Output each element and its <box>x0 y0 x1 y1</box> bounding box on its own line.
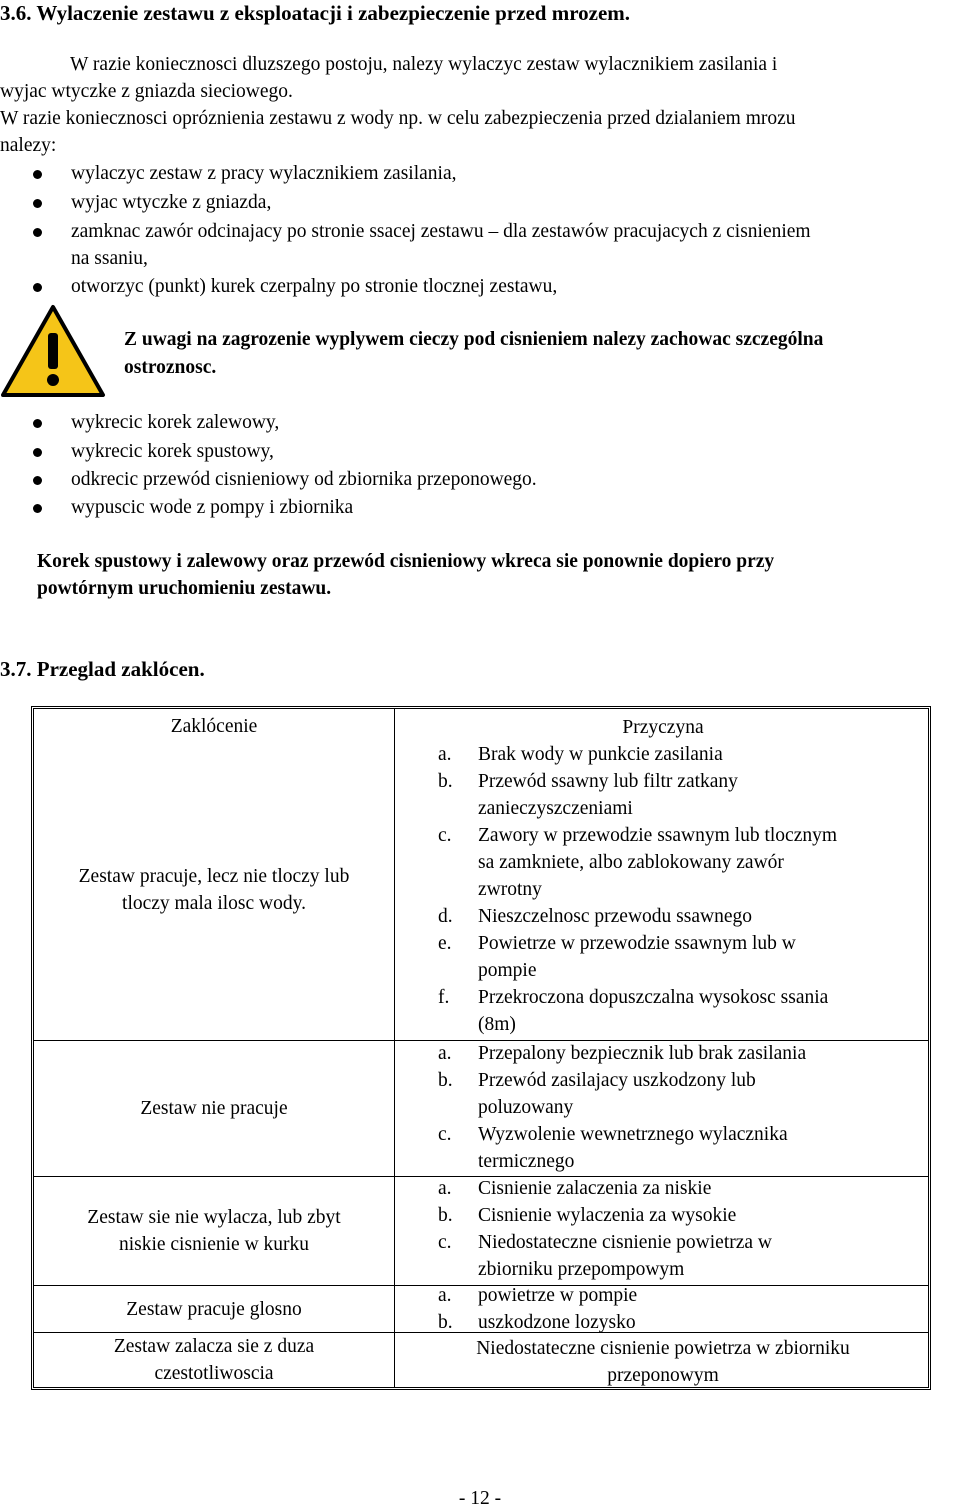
cause-text: zwrotny <box>478 879 542 900</box>
cause-text: zbiorniku przepompowym <box>478 1259 685 1280</box>
cause-cell <box>395 1335 931 1389</box>
list-item <box>28 160 960 188</box>
list-item-text: wykrecic korek spustowy, <box>71 441 274 462</box>
cause-text: przeponowym <box>607 1365 719 1386</box>
list-item <box>28 273 960 301</box>
page-number: - 12 - <box>458 1488 502 1509</box>
cause-line <box>395 1121 931 1148</box>
cause-text: Przewód ssawny lub filtr zatkany <box>478 771 738 792</box>
cause-letter: c. <box>438 825 452 846</box>
fault-cell <box>34 1333 394 1387</box>
list-item-text: otworzyc (punkt) kurek czerpalny po stronie tlocznej zestawu, <box>71 276 558 297</box>
note-text-line: powtórnym uruchomieniu zestawu. <box>37 578 332 599</box>
cause-line <box>395 822 931 849</box>
list-item-text: wypuscic wode z pompy i zbiornika <box>71 497 354 518</box>
cause-letter: f. <box>438 987 450 1008</box>
fault-cell <box>34 1041 394 1176</box>
cause-letter: a. <box>438 1285 452 1306</box>
cause-text: Przepalony bezpiecznik lub brak zasilania <box>478 1043 807 1064</box>
warning-text-line: Z uwagi na zagrozenie wyplywem cieczy pod cisnieniem nalezy zachowac szczególna <box>124 329 824 350</box>
cause-text: Brak wody w punkcie zasilania <box>478 744 723 765</box>
cause-text: pompie <box>478 960 537 981</box>
cause-line <box>395 1335 931 1362</box>
cause-line <box>395 876 931 903</box>
cause-line <box>395 1309 931 1336</box>
fault-cell <box>34 1177 394 1285</box>
bullet <box>33 170 42 179</box>
cause-line <box>395 795 931 822</box>
bullet <box>33 476 42 485</box>
cause-line <box>395 903 931 930</box>
list-item-text: odkrecic przewód cisnieniowy od zbiornika przeponowego. <box>71 469 537 490</box>
section-heading-3-7: 3.7. Przeglad zaklócen. <box>0 657 205 681</box>
cause-cell <box>395 714 931 1038</box>
section-heading-3-6: 3.6. Wylaczenie zestawu z eksploatacji i zabezpieczenie przed mrozem. <box>0 1 631 25</box>
cause-line <box>395 957 931 984</box>
bullet <box>33 228 42 237</box>
cause-line <box>395 1011 931 1038</box>
cause-text: Cisnienie zalaczenia za niskie <box>478 1178 712 1199</box>
cause-text: Niedostateczne cisnienie powietrza w zbiorniku <box>476 1338 850 1359</box>
cause-text: powietrze w pompie <box>478 1285 638 1306</box>
list-item-text: zamknac zawór odcinajacy po stronie ssacej zestawu – dla zestawów pracujacych z cisnieniem <box>71 221 811 242</box>
header-text: Przyczyna <box>622 717 704 738</box>
fault-text: tloczy mala ilosc wody. <box>122 893 306 914</box>
cause-text: Przekroczona dopuszczalna wysokosc ssania <box>478 987 829 1008</box>
paragraph-line: W razie koniecznosci opróznienia zestawu z wody np. w celu zabezpieczenia przed dzialaniem mrozu <box>0 108 796 129</box>
cause-letter: c. <box>438 1232 452 1253</box>
cause-letter: b. <box>438 1070 453 1091</box>
list-item <box>28 438 960 466</box>
bullet <box>33 504 42 513</box>
cause-letter: a. <box>438 1043 452 1064</box>
cause-text: Przewód zasilajacy uszkodzony lub <box>478 1070 756 1091</box>
cause-line <box>395 1040 931 1067</box>
cause-letter: a. <box>438 744 452 765</box>
bullet <box>33 283 42 292</box>
cause-line <box>395 849 931 876</box>
fault-text: czestotliwoscia <box>154 1363 274 1384</box>
cause-line <box>395 1175 931 1202</box>
cause-text: Powietrze w przewodzie ssawnym lub w <box>478 933 796 954</box>
cause-line <box>395 741 931 768</box>
list-item <box>28 409 960 437</box>
cause-line <box>395 1148 931 1175</box>
cause-line <box>395 1229 931 1256</box>
fault-text: Zestaw sie nie wylacza, lub zbyt <box>87 1207 341 1228</box>
paragraph-line: nalezy: <box>0 135 57 156</box>
fault-text: niskie cisnienie w kurku <box>118 1234 310 1255</box>
bullet <box>33 199 42 208</box>
cause-text: poluzowany <box>478 1097 574 1118</box>
column-header-fault <box>34 713 394 740</box>
bullet <box>33 419 42 428</box>
list-item-text: wykrecic korek zalewowy, <box>71 412 280 433</box>
cause-letter: b. <box>438 1312 453 1333</box>
cause-text: Niedostateczne cisnienie powietrza w <box>478 1232 772 1253</box>
cause-text: Nieszczelnosc przewodu ssawnego <box>478 906 752 927</box>
faults-table <box>31 706 931 1390</box>
cause-letter: d. <box>438 906 453 927</box>
cause-text: Zawory w przewodzie ssawnym lub tlocznym <box>478 825 838 846</box>
column-header-cause <box>395 714 931 741</box>
fault-text: Zestaw pracuje glosno <box>126 1298 302 1320</box>
cause-line <box>395 1362 931 1389</box>
header-text: Zaklócenie <box>170 716 258 737</box>
bullet <box>33 448 42 457</box>
cause-letter: c. <box>438 1124 452 1145</box>
cause-line <box>395 1067 931 1094</box>
note-text-line: Korek spustowy i zalewowy oraz przewód cisnieniowy wkreca sie ponownie dopiero przy <box>37 551 775 572</box>
list-item <box>28 466 960 494</box>
cause-text: zanieczyszczeniami <box>478 798 633 819</box>
warning-text-line: ostroznosc. <box>124 357 217 378</box>
cause-cell <box>395 1175 931 1283</box>
list-item <box>28 189 960 217</box>
fault-cell <box>34 1286 394 1332</box>
list-item-continuation: na ssaniu, <box>71 248 148 269</box>
cause-text: Cisnienie wylaczenia za wysokie <box>478 1205 737 1226</box>
cause-line <box>395 1094 931 1121</box>
cause-text: sa zamkniete, albo zablokowany zawór <box>478 852 784 873</box>
cause-line <box>395 1256 931 1283</box>
fault-text: Zestaw zalacza sie z duza <box>113 1336 315 1357</box>
paragraph-line: wyjac wtyczke z gniazda sieciowego. <box>0 81 293 102</box>
list-item-text: wylaczyc zestaw z pracy wylacznikiem zasilania, <box>71 163 457 184</box>
cause-letter: b. <box>438 1205 453 1226</box>
cause-line <box>395 1202 931 1229</box>
cause-line <box>395 1282 931 1309</box>
cause-letter: a. <box>438 1178 452 1199</box>
cause-text: uszkodzone lozysko <box>478 1312 636 1333</box>
fault-cell <box>34 740 394 1040</box>
cause-text: Wyzwolenie wewnetrznego wylacznika <box>478 1124 788 1145</box>
cause-line <box>395 930 931 957</box>
list-item <box>28 494 960 522</box>
fault-text: Zestaw nie pracuje <box>140 1098 288 1119</box>
cause-cell <box>395 1040 931 1175</box>
fault-text: Zestaw pracuje, lecz nie tloczy lub <box>78 866 350 887</box>
warning-triangle-icon <box>0 303 106 399</box>
cause-cell <box>395 1282 931 1336</box>
cause-text: termicznego <box>478 1151 575 1172</box>
cause-letter: b. <box>438 771 453 792</box>
cause-letter: e. <box>438 933 452 954</box>
cause-line <box>395 768 931 795</box>
paragraph-line: W razie koniecznosci dluzszego postoju, nalezy wylaczyc zestaw wylacznikiem zasilania i <box>70 54 778 75</box>
list-item-text: wyjac wtyczke z gniazda, <box>71 192 272 213</box>
list-item <box>28 218 960 246</box>
cause-line <box>395 984 931 1011</box>
cause-text: (8m) <box>478 1014 516 1035</box>
